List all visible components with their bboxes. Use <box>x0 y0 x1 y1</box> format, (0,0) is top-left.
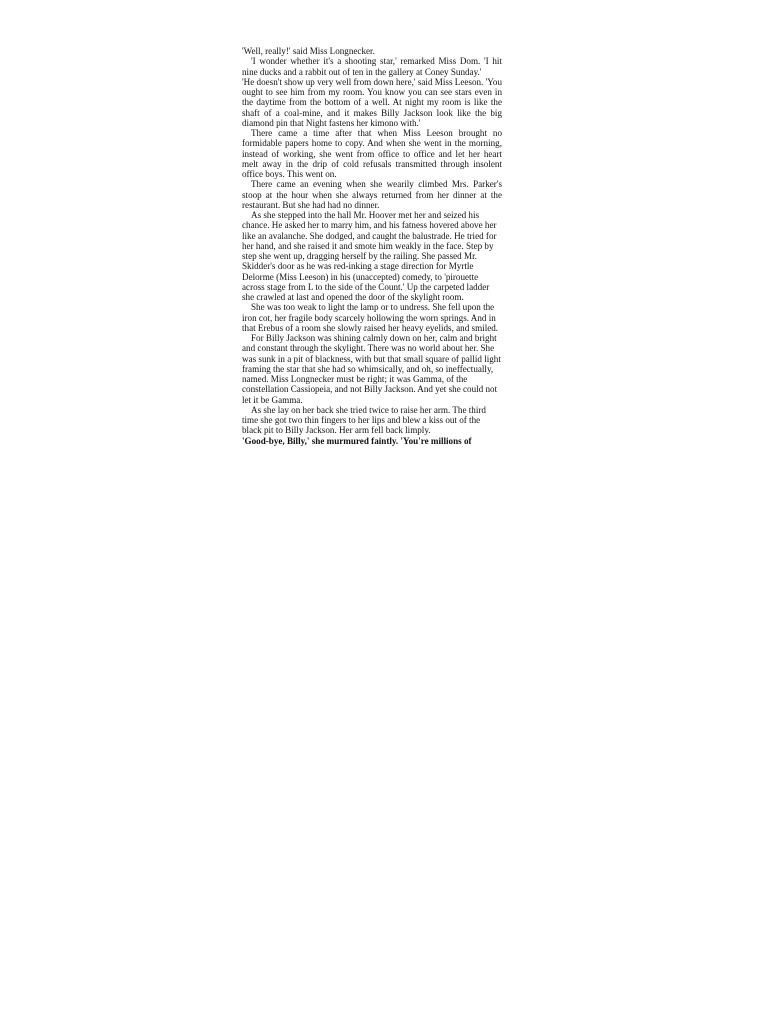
paragraph-6: As she stepped into the hall Mr. Hoover met her and seized his chance. He asked her to marry him, and his fatness hovered above her like an avalanche. She dodged, and caught the balustrade. He tried for her hand, and she raised it and smote him weakly in the face. Step by step she went up, dragging herself by the railing. She passed Mr. Skidder's door as he was red-inking a stage direction for Myrtle Delorme (Miss Leeson) in his (unaccepted) comedy, to 'pirouette across stage from L to the side of the Count.' Up the carpeted ladder she crawled at last and opened the door of the skylight room. <box>242 210 497 302</box>
paragraph-10: 'Good-bye, Billy,' she murmured faintly. 'You're millions of <box>242 435 472 446</box>
document-page <box>242 46 502 446</box>
paragraph-8: For Billy Jackson was shining calmly down on her, calm and bright and constant through the skylight. There was no world about her. She was sunk in a pit of blackness, with but that small square of pallid light framing the star that she had so whimsically, and oh, so ineffectually, named. Miss Longnecker must be right; it was Gamma, of the constellation Cassiopeia, and not Billy Jackson. And yet she could not let it be Gamma. <box>242 333 501 405</box>
paragraph-4: There came a time after that when Miss Leeson brought no formidable papers home to copy. And when she went in the morning, instead of working, she went from office to office and let her heart melt away in the drip of cold refusals transmitted through insolent office boys. This went on. <box>242 128 502 179</box>
paragraph-3: 'He doesn't show up very well from down here,' said Miss Leeson. 'You ought to see him from my room. You know you can see stars even in the daytime from the bottom of a well. At night my room is like the shaft of a coal-mine, and it makes Billy Jackson look like the big diamond pin that Night fastens her kimono with.' <box>242 76 502 128</box>
paragraph-5: There came an evening when she wearily climbed Mrs. Parker's stoop at the hour when she always returned from her dinner at the restaurant. But she had had no dinner. <box>242 179 502 210</box>
paragraph-1: 'Well, really!' said Miss Longnecker. <box>242 46 375 56</box>
paragraph-7: She was too weak to light the lamp or to undress. She fell upon the iron cot, her fragile body scarcely hollowing the worn springs. And in that Erebus of a room she slowly raised her heavy eyelids, and smiled. <box>242 302 499 333</box>
paragraph-2: 'I wonder whether it's a shooting star,' remarked Miss Dom. 'I hit nine ducks and a rabbit out of ten in the gallery at Coney Sunday.' <box>242 56 502 77</box>
paragraph-9: As she lay on her back she tried twice to raise her arm. The third time she got two thin fingers to her lips and blew a kiss out of the black pit to Billy Jackson. Her arm fell back limply. <box>242 404 486 436</box>
